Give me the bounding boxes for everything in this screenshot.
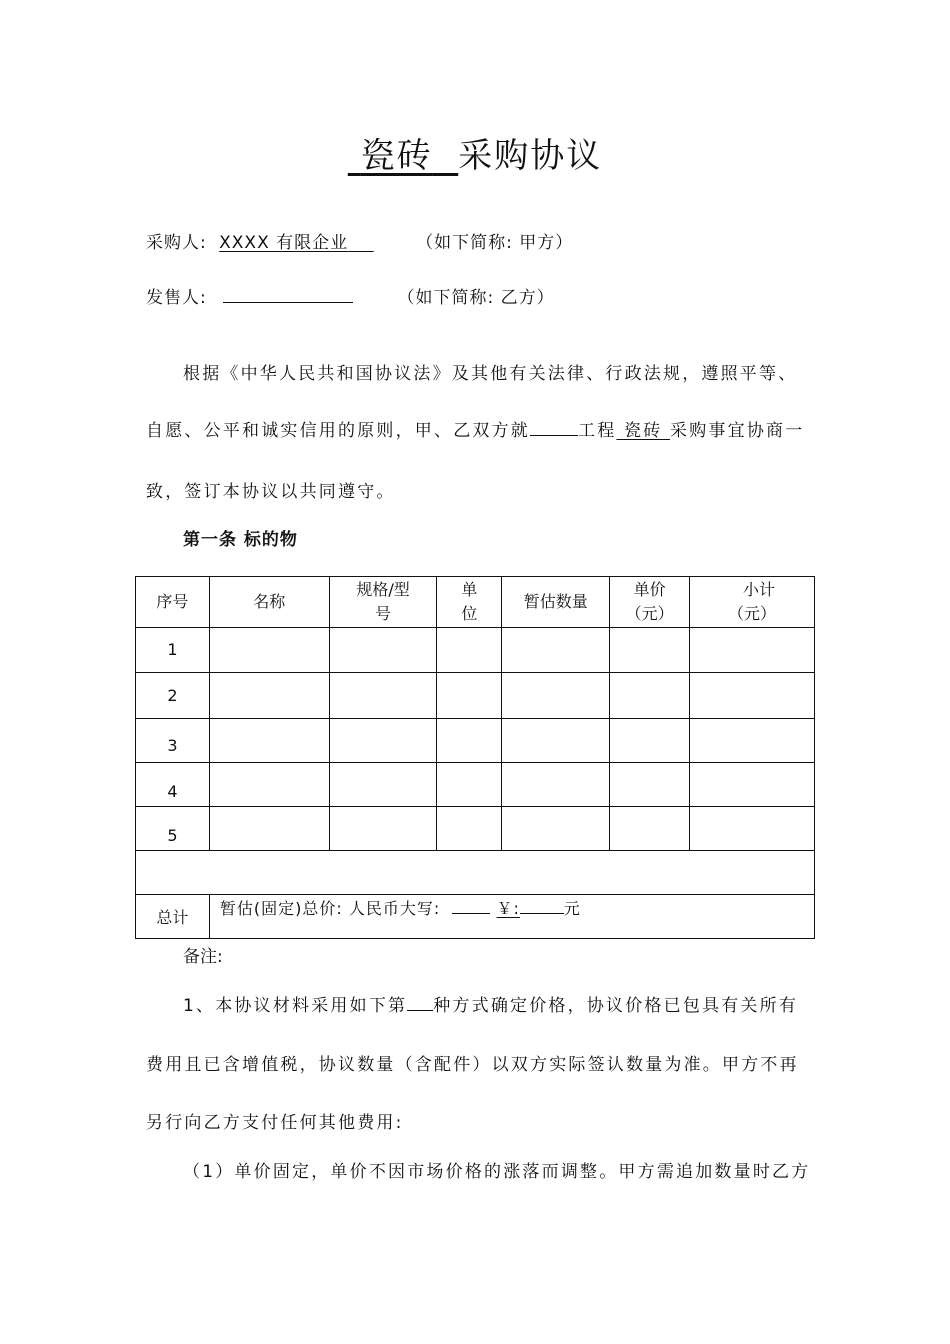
buyer-alias: （如下简称: 甲方）: [416, 233, 574, 253]
table-total-row: [136, 895, 815, 939]
table-header-row: [136, 577, 815, 628]
seller-label: 发售人:: [146, 288, 207, 308]
total-label: 总计: [136, 895, 210, 939]
table-row: [136, 807, 815, 851]
buyer-value: XXXX 有限企业: [219, 233, 349, 253]
header-seq: 序号: [136, 577, 210, 628]
row-seq: 2: [136, 673, 210, 719]
remarks-line-2: 费用且已含增值税，协议数量（含配件）以双方实际签认数量为准。甲方不再: [146, 1055, 799, 1075]
buyer-label: 采购人:: [146, 233, 207, 253]
intro-line-1: 根据《中华人民共和国协议法》及其他有关法律、行政法规，遵照平等、: [183, 364, 798, 384]
row-seq: 1: [136, 628, 210, 673]
remarks-label: 备注:: [183, 947, 223, 967]
buyer-line: [146, 228, 573, 253]
header-price: 单价 （元）: [610, 577, 690, 628]
total-amount-blank: [520, 897, 564, 914]
seller-blank: [223, 286, 353, 303]
seller-line: [146, 283, 555, 308]
intro-line-2: 自愿、公平和诚实信用的原则，甲、乙双方就 工程 瓷砖 采购事宜协商一: [146, 421, 805, 441]
table-row: [136, 673, 815, 719]
items-table: [135, 576, 815, 939]
seller-alias: （如下简称: 乙方）: [397, 288, 555, 308]
table-row: [136, 628, 815, 673]
remarks-line-4: （1）单价固定，单价不因市场价格的涨落而调整。甲方需追加数量时乙方: [183, 1162, 811, 1182]
total-amount-words-blank: [452, 897, 490, 914]
row-seq: 5: [136, 807, 210, 851]
table-empty-row: [136, 851, 815, 895]
section-heading: 第一条 标的物: [183, 530, 298, 550]
intro-line-3: 致，签订本协议以共同遵守。: [146, 482, 396, 502]
row-seq: 4: [136, 763, 210, 807]
title-text: 采购协议: [458, 136, 603, 176]
header-qty: 暂估数量: [502, 577, 610, 628]
table-row: [136, 719, 815, 763]
header-spec: 规格/型 号: [329, 577, 437, 628]
total-value: 暂估(固定)总价: 人民币大写: ￥: 元: [209, 895, 814, 939]
title-material: 瓷砖: [360, 136, 433, 176]
header-name: 名称: [209, 577, 329, 628]
document-title: [0, 128, 950, 177]
header-subtotal: 小计 （元）: [690, 577, 815, 628]
material-name: 瓷砖: [624, 421, 663, 441]
table-row: [136, 763, 815, 807]
header-unit: 单 位: [437, 577, 502, 628]
project-blank: [530, 419, 578, 436]
row-seq: 3: [136, 719, 210, 763]
method-blank: [407, 994, 433, 1011]
remarks-line-3: 另行向乙方支付任何其他费用:: [146, 1113, 404, 1133]
remarks-line-1: 1、本协议材料采用如下第 种方式确定价格，协议价格已包具有关所有: [183, 996, 799, 1016]
